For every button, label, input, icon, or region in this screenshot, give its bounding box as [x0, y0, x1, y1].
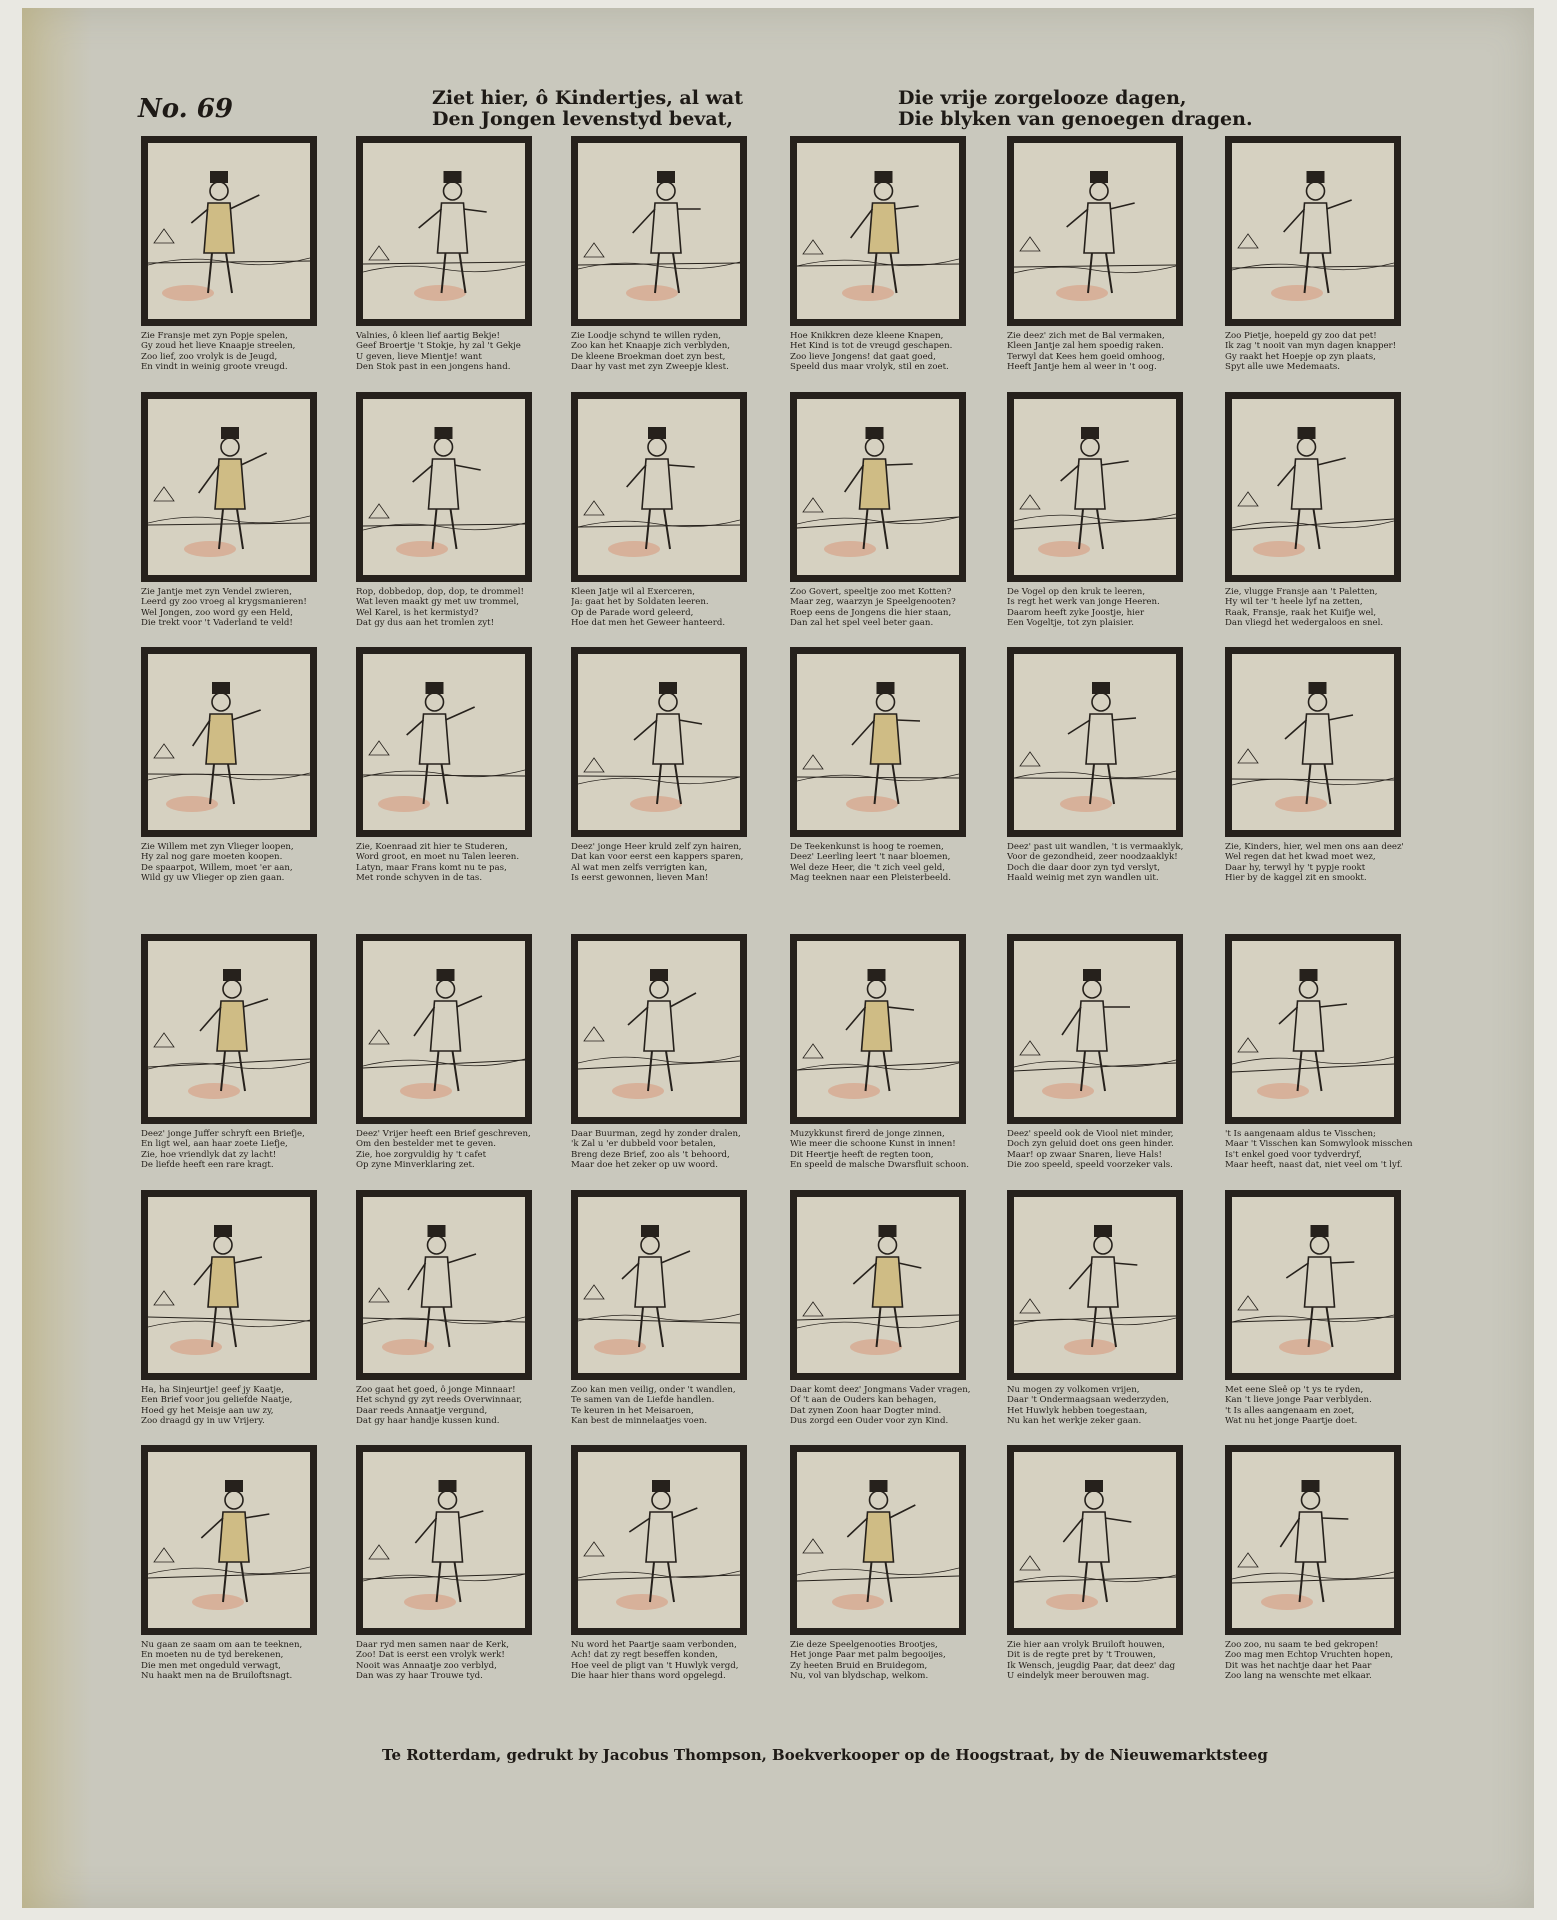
verse-line: Ik Wensch, jeugdig Paar, dat deez' dag: [1007, 1660, 1176, 1671]
verse-line: Nu word het Paartje saam verbonden,: [571, 1640, 737, 1650]
verse-line: Kleen Jatje wil al Exerceren,: [571, 587, 695, 597]
verse-line: Zie Jantje met zyn Vendel zwieren,: [141, 587, 292, 597]
print-image: [141, 647, 317, 837]
verse-line: Dan zal het spel veel beter gaan.: [790, 618, 934, 629]
print-image: [571, 647, 747, 837]
angler-icon: [1232, 941, 1394, 1117]
verse-line: Daar komt deez' Jongmans Vader vragen,: [790, 1385, 971, 1395]
bird-on-string-icon: [1014, 399, 1176, 575]
verse-line: Daar ryd men samen naar de Kerk,: [356, 1640, 509, 1650]
print-image: [356, 1190, 532, 1380]
verse-line: Nu mogen zy volkomen vrijen,: [1007, 1385, 1140, 1395]
verse-line: Zoo lang na wenschte met elkaar.: [1225, 1671, 1372, 1682]
wedding-guests-icon: [797, 1452, 959, 1628]
print-verse: [356, 587, 556, 629]
print-image: [1225, 136, 1401, 326]
verse-line: Muzykkunst firerd de jonge zinnen,: [790, 1129, 945, 1139]
pipe-smoker-icon: [1232, 654, 1394, 830]
verse-line: Spyt alle uwe Medemaats.: [1225, 362, 1341, 373]
print-image: [356, 647, 532, 837]
print-image: [1007, 934, 1183, 1124]
verse-line: Om den bestelder met te geven.: [356, 1139, 496, 1150]
verse-line: Nu, vol van blydschap, welkom.: [790, 1671, 929, 1682]
boy-by-buildings-icon: [797, 399, 959, 575]
verse-line: Of 't aan de Ouders kan behagen,: [790, 1395, 937, 1406]
marbles-players-icon: [797, 143, 959, 319]
verse-line: Deez' Leerling leert 't naar bloemen,: [790, 852, 951, 863]
verse-line: Dan vliegd het wedergaloos en snel.: [1225, 618, 1384, 629]
verse-line: De Vogel op den kruk te leeren,: [1007, 587, 1146, 597]
verse-line: De spaarpot, Willem, moet 'er aan,: [141, 862, 293, 873]
verse-line: Ach! dat zy regt beseffen konden,: [571, 1650, 718, 1661]
couple-with-fan-icon: [578, 1197, 740, 1373]
verse-line: Een Brief voor jou geliefde Naatje,: [141, 1395, 293, 1406]
woodcut-print: [1225, 934, 1415, 1171]
sheet-number: No. 69: [138, 94, 233, 124]
woodcut-print: [141, 1190, 331, 1427]
verse-line: Nu kan het werkje zeker gaan.: [1007, 1416, 1142, 1427]
verse-line: Hoe Knikkren deze kleene Knapen,: [790, 331, 944, 341]
woodcut-print: [1007, 1190, 1197, 1427]
woodcut-print: [1007, 647, 1197, 884]
two-gentlemen-icon: [578, 941, 740, 1117]
woodcut-print: [571, 647, 761, 884]
verse-line: Die trekt voor 't Vaderland te veld!: [141, 618, 293, 629]
verse-line: Kan 't lieve jonge Paar verblyden.: [1225, 1395, 1372, 1406]
woodcut-print: [356, 136, 546, 373]
drummer-icon: [363, 399, 525, 575]
woodcut-print: [790, 647, 980, 884]
verse-line: Den Stok past in een jongens hand.: [356, 362, 511, 373]
verse-line: Nooit was Annaatje zoo verblyd,: [356, 1660, 497, 1671]
verse-line: Dat gy haar handje kussen kund.: [356, 1416, 500, 1427]
print-verse: [1007, 1385, 1207, 1427]
print-verse: [1007, 1640, 1207, 1682]
kite-runner-icon: [148, 654, 310, 830]
print-verse: [790, 842, 990, 884]
verse-line: Zoo mag men Echtop Vruchten hopen,: [1225, 1650, 1394, 1661]
verse-line: Word groot, en moet nu Talen leeren.: [356, 852, 520, 863]
verse-line: Te samen van de Liefde handlen.: [571, 1395, 715, 1406]
drawing-student-icon: [797, 654, 959, 830]
print-verse: [356, 1640, 556, 1682]
print-image: [790, 1190, 966, 1380]
verse-line: Al wat men zelfs verrigten kan,: [571, 862, 708, 873]
verse-line: Ja: gaat het by Soldaten leeren.: [571, 597, 709, 608]
woodcut-print: [356, 1190, 546, 1427]
verse-line: Speeld dus maar vrolyk, stil en zoet.: [790, 362, 949, 373]
boy-with-whip-icon: [578, 143, 740, 319]
verse-line: Zoo lieve Jongens! dat gaat goed,: [790, 351, 936, 362]
woodcut-print: [141, 136, 331, 373]
verse-line: Voor de gezondheid, zeer noodzaaklyk!: [1007, 852, 1178, 863]
verse-line: Nu haakt men na de Bruiloftsnagt.: [141, 1671, 293, 1682]
verse-line: Ik zag 't nooit van myn dagen knapper!: [1225, 341, 1397, 352]
flag-bearer-icon: [148, 399, 310, 575]
print-image: [1007, 1445, 1183, 1635]
verse-line: Wie meer die schoone Kunst in innen!: [790, 1139, 956, 1150]
lady-writing-letter-icon: [148, 941, 310, 1117]
print-verse: [571, 1385, 771, 1427]
woodcut-print: [790, 392, 980, 629]
print-verse: [1007, 587, 1207, 629]
print-image: [790, 392, 966, 582]
verse-line: Dat gy dus aan het tromlen zyt!: [356, 618, 495, 629]
verse-line: De kleene Broekman doet zyn best,: [571, 351, 726, 362]
broadsheet: [22, 8, 1534, 1908]
print-verse: [571, 1129, 771, 1171]
couple-in-street-icon: [363, 1197, 525, 1373]
title-left-line: Ziet hier, ô Kindertjes, al wat: [432, 87, 744, 109]
verse-line: Dat kan voor eerst een kappers sparen,: [571, 852, 744, 863]
verse-line: Haald weinig met zyn wandlen uit.: [1007, 873, 1159, 884]
title-right-line: Die vrije zorgelooze dagen,: [898, 87, 1187, 109]
verse-line: Maar doe het zeker op uw woord.: [571, 1160, 719, 1171]
print-verse: [141, 1385, 341, 1427]
print-image: [141, 934, 317, 1124]
woodcut-print: [571, 1190, 761, 1427]
verse-line: Mag teeknen naar een Pleisterbeeld.: [790, 873, 952, 884]
verse-line: Kan best de minnelaatjes voen.: [571, 1416, 708, 1427]
verse-line: En ligt wel, aan haar zoete Liefje,: [141, 1139, 288, 1150]
woodcut-print: [571, 1445, 761, 1682]
print-image: [141, 136, 317, 326]
verse-line: Daar 't Ondermaagsaan wederzyden,: [1007, 1395, 1169, 1406]
woodcut-print: [356, 1445, 546, 1682]
print-image: [790, 136, 966, 326]
print-verse: [1225, 842, 1425, 884]
woodcut-print: [1225, 647, 1415, 884]
verse-line: Terwyl dat Kees hem goeid omhoog,: [1007, 351, 1165, 362]
woodcut-print: [571, 934, 761, 1171]
verse-line: Hy zal nog gare moeten koopen.: [141, 852, 283, 863]
verse-line: Is't enkel goed voor tydverdryf,: [1225, 1149, 1362, 1160]
verse-line: Dan was zy haar Trouwe tyd.: [356, 1671, 483, 1682]
print-image: [141, 1445, 317, 1635]
asking-parents-icon: [797, 1197, 959, 1373]
title-right: [898, 88, 1253, 130]
verse-line: 't Is aangenaam aldus te Visschen;: [1225, 1129, 1376, 1139]
verse-line: Daar Buurman, zegd hy zonder dralen,: [571, 1129, 741, 1139]
print-verse: [141, 587, 341, 629]
verse-line: Rop, dobbedop, dop, dop, te drommel!: [356, 587, 524, 597]
verse-line: Wat leven maakt gy met uw trommel,: [356, 597, 519, 608]
verse-line: Zie, hoe vriendlyk dat zy lacht!: [141, 1149, 277, 1160]
woodcut-print: [356, 392, 546, 629]
print-verse: [571, 331, 771, 373]
wedding-feast-icon: [1014, 1452, 1176, 1628]
verse-line: Zie, hoe zorgvuldig hy 't cafet: [356, 1149, 487, 1160]
verse-line: Daar reeds Annaatje vergund,: [356, 1405, 488, 1416]
verse-line: Hoed gy het Meisje aan uw zy,: [141, 1405, 274, 1416]
verse-line: Die haar hier thans word opgelegd.: [571, 1671, 726, 1682]
print-verse: [790, 331, 990, 373]
verse-line: Hy wil ter 't heele lyf na zetten,: [1225, 597, 1363, 608]
woodcut-print: [141, 1445, 331, 1682]
verse-line: Die zoo speeld, speeld voorzeker vals.: [1007, 1160, 1173, 1171]
verse-line: Het jonge Paar met palm begooijes,: [790, 1650, 946, 1661]
verse-line: Dat zynen Zoon haar Dogter mind.: [790, 1405, 942, 1416]
verse-line: Maar zeg, waarzyn je Speelgenooten?: [790, 597, 956, 608]
verse-line: En speeld de malsche Dwarsfluit schoon.: [790, 1160, 969, 1171]
print-image: [790, 647, 966, 837]
print-verse: [571, 587, 771, 629]
girl-with-doll-icon: [148, 143, 310, 319]
verse-line: Zie, Koenraad zit hier te Studeren,: [356, 842, 508, 852]
verse-line: Zoo Govert, speeltje zoo met Kotten?: [790, 587, 952, 597]
verse-line: Zie, Kinders, hier, wel men ons aan deez': [1225, 842, 1404, 852]
paddle-player-icon: [1232, 399, 1394, 575]
verse-line: Raak, Fransje, raak het Kuifje wel,: [1225, 607, 1377, 618]
print-image: [790, 1445, 966, 1635]
hoop-runner-icon: [1232, 143, 1394, 319]
verse-line: Wat nu het jonge Paartje doet.: [1225, 1416, 1358, 1427]
soldier-with-rifle-icon: [578, 399, 740, 575]
verse-line: Zoo kan men veilig, onder 't wandlen,: [571, 1385, 736, 1395]
verse-line: Maar! op zwaar Snaren, lieve Hals!: [1007, 1149, 1162, 1160]
verse-line: Zoo kan het Knaapje zich verblyden,: [571, 341, 731, 352]
suitor-sealing-letter-icon: [363, 941, 525, 1117]
walking-gentleman-icon: [1014, 654, 1176, 830]
verse-line: Te keuren in het Meisaroen,: [571, 1405, 694, 1416]
verse-line: Die men met ongeduld verwagt,: [141, 1660, 281, 1671]
verse-line: Hoe dat men het Geweer hanteerd.: [571, 618, 726, 629]
verse-line: Kleen Jantje zal hem spoedig raken.: [1007, 341, 1164, 352]
print-image: [1007, 1190, 1183, 1380]
verse-line: Maar heeft, naast dat, niet veel om 't lyf.: [1225, 1160, 1403, 1171]
couple-exchanging-letter-icon: [148, 1197, 310, 1373]
verse-line: Daarom heeft zyke Joostje, hier: [1007, 607, 1145, 618]
print-image: [1225, 1445, 1401, 1635]
student-at-desk-icon: [363, 654, 525, 830]
print-image: [356, 1445, 532, 1635]
verse-line: U eindelyk meer berouwen mag.: [1007, 1671, 1150, 1682]
verse-line: Dus zorgd een Ouder voor zyn Kind.: [790, 1416, 949, 1427]
verse-line: Wel Jongen, zoo word gy een Held,: [141, 607, 294, 618]
print-verse: [356, 1385, 556, 1427]
print-image: [571, 136, 747, 326]
verse-line: Daar hy vast met zyn Zweepje klest.: [571, 362, 729, 373]
verse-line: Een Vogeltje, tot zyn plaisier.: [1007, 618, 1134, 629]
woodcut-print: [1225, 1445, 1415, 1682]
woodcut-print: [1007, 1445, 1197, 1682]
verse-line: Zoo lief, zoo vrolyk is de Jeugd,: [141, 351, 278, 362]
woodcut-print: [141, 392, 331, 629]
print-image: [1225, 647, 1401, 837]
verse-line: Wel deze Heer, die 't zich veel geld,: [790, 862, 945, 873]
verse-line: Wild gy uw Vlieger op zien gaan.: [141, 873, 285, 884]
woodcut-print: [1007, 934, 1197, 1171]
print-image: [571, 934, 747, 1124]
print-verse: [1225, 1385, 1425, 1427]
verse-line: Zie deze Speelgenooties Brootjes,: [790, 1640, 938, 1650]
print-image: [356, 392, 532, 582]
print-verse: [1225, 587, 1425, 629]
print-verse: [1007, 842, 1207, 884]
print-verse: [790, 1385, 990, 1427]
verse-line: Roep eens de Jongens die hier staan,: [790, 607, 952, 618]
woodcut-print: [790, 1445, 980, 1682]
print-verse: [571, 842, 771, 884]
title-left-line: Den Jongen levenstyd bevat,: [432, 108, 734, 130]
print-verse: [141, 331, 341, 373]
verse-line: De liefde heeft een rare kragt.: [141, 1160, 274, 1171]
couple-seated-icon: [1014, 1197, 1176, 1373]
violinist-in-room-icon: [1014, 941, 1176, 1117]
verse-line: Heeft Jantje hem al weer in 't oog.: [1007, 362, 1157, 373]
couple-in-sleigh-icon: [1232, 1197, 1394, 1373]
verse-line: Leerd gy zoo vroeg al krygsmanieren!: [141, 597, 307, 608]
couple-arm-in-arm-icon: [148, 1452, 310, 1628]
print-verse: [1007, 1129, 1207, 1171]
girl-with-stick-icon: [363, 143, 525, 319]
verse-line: Ha, ha Sinjeurtje! geef jy Kaatje,: [141, 1385, 284, 1395]
woodcut-print: [141, 647, 331, 884]
verse-line: 'k Zal u 'er dubbeld voor betalen,: [571, 1139, 716, 1150]
print-verse: [141, 1129, 341, 1171]
print-verse: [790, 1640, 990, 1682]
verse-line: Zie deez' zich met de Bal vermaken,: [1007, 331, 1165, 341]
verse-line: Daar hy, terwyl hy 't pypje rookt: [1225, 862, 1366, 873]
verse-line: Op de Parade word geleerd,: [571, 607, 694, 618]
verse-line: Zie Willem met zyn Vlieger loopen,: [141, 842, 294, 852]
verse-line: Dit was het nachtje daar het Paar: [1225, 1660, 1372, 1671]
title-left: [432, 88, 743, 130]
verse-line: Gy raakt het Hoepje op zyn plaats,: [1225, 351, 1376, 362]
woodcut-print: [790, 1190, 980, 1427]
print-image: [1007, 647, 1183, 837]
verse-line: Is eerst gewonnen, lieven Man!: [571, 873, 709, 884]
wedding-vow-icon: [578, 1452, 740, 1628]
print-verse: [1007, 331, 1207, 373]
woodcut-print: [571, 392, 761, 629]
verse-line: Breng deze Brief, zoo als 't behoord,: [571, 1149, 730, 1160]
woodcut-print: [356, 934, 546, 1171]
verse-line: Hier by de kaggel zit en smookt.: [1225, 873, 1367, 884]
verse-line: Deez' speeld ook de Viool niet minder,: [1007, 1129, 1174, 1139]
print-image: [571, 1445, 747, 1635]
print-verse: [571, 1640, 771, 1682]
title-right-line: Die blyken van genoegen dragen.: [898, 108, 1253, 130]
couple-in-bed-icon: [1232, 1452, 1394, 1628]
verse-line: Latyn, maar Frans komt nu te pas,: [356, 862, 507, 873]
imprint-line: Te Rotterdam, gedrukt by Jacobus Thompson, Boekverkooper op de Hoogstraat, by de Nieuwemarktsteeg: [382, 1746, 1268, 1764]
woodcut-print: [1007, 136, 1197, 373]
woodcut-print: [1225, 136, 1415, 373]
verse-line: Zie Loodje schynd te willen ryden,: [571, 331, 721, 341]
verse-line: Met ronde schyven in de tas.: [356, 873, 483, 884]
verse-line: Is regt het werk van jonge Heeren.: [1007, 597, 1160, 608]
verse-line: Zy heeten Bruid en Bruidegom,: [790, 1660, 928, 1671]
verse-line: Zoo! Dat is eerst een vrolyk werk!: [356, 1650, 505, 1661]
woodcut-print: [141, 934, 331, 1171]
print-verse: [790, 1129, 990, 1171]
verse-line: Zoo gaat het goed, ô jonge Minnaar!: [356, 1385, 516, 1395]
verse-line: De Teekenkunst is hoog te roemen,: [790, 842, 944, 852]
print-image: [141, 392, 317, 582]
verse-line: U geven, lieve Mientje! want: [356, 351, 482, 362]
woodcut-print: [1225, 392, 1415, 629]
woodcut-print: [571, 136, 761, 373]
verse-line: Valnies, ô kleen lief aartig Bekje!: [356, 331, 500, 341]
verse-line: Nu gaan ze saam om aan te teeknen,: [141, 1640, 303, 1650]
print-image: [1007, 392, 1183, 582]
print-image: [1225, 392, 1401, 582]
woodcut-print: [1007, 392, 1197, 629]
verse-line: Zie Fransje met zyn Popje spelen,: [141, 331, 288, 341]
verse-line: Doch die daar door zyn tyd verslyt,: [1007, 862, 1160, 873]
verse-line: Deez' jonge Juffer schryft een Briefje,: [141, 1129, 305, 1139]
verse-line: Zoo draagd gy in uw Vrijery.: [141, 1416, 265, 1427]
print-verse: [790, 587, 990, 629]
coach-and-horse-icon: [363, 1452, 525, 1628]
print-image: [1007, 136, 1183, 326]
verse-line: Gy zoud het lieve Knaapje streelen,: [141, 341, 296, 352]
verse-line: Deez' past uit wandlen, 't is vermaaklyk,: [1007, 842, 1184, 852]
verse-line: Doch zyn geluid doet ons geen hinder.: [1007, 1139, 1174, 1150]
verse-line: Zie, vlugge Fransje aan 't Paletten,: [1225, 587, 1378, 597]
verse-line: Met eene Sleê op 't ys te ryden,: [1225, 1385, 1364, 1395]
print-verse: [1225, 1129, 1425, 1171]
print-verse: [356, 842, 556, 884]
verse-line: Dit Heertje heeft de regten toon,: [790, 1149, 934, 1160]
print-image: [571, 1190, 747, 1380]
verse-line: Zie hier aan vrolyk Bruiloft houwen,: [1007, 1640, 1165, 1650]
print-image: [1225, 934, 1401, 1124]
print-verse: [356, 1129, 556, 1171]
woodcut-print: [790, 934, 980, 1171]
print-image: [1225, 1190, 1401, 1380]
verse-line: Geef Broertje 't Stokje, hy zal 't Gekje: [356, 341, 521, 352]
violinist-with-music-icon: [797, 941, 959, 1117]
print-image: [790, 934, 966, 1124]
woodcut-print: [790, 136, 980, 373]
print-image: [141, 1190, 317, 1380]
print-image: [356, 136, 532, 326]
verse-line: Maar 't Visschen kan Somwylook misschen: [1225, 1139, 1413, 1150]
verse-line: Hoe veel de pligt van 't Huwlyk vergd,: [571, 1660, 739, 1671]
verse-line: Op zyne Minverklaring zet.: [356, 1160, 475, 1171]
man-in-gown-icon: [578, 654, 740, 830]
verse-line: 't Is alles aangenaam en zoet,: [1225, 1405, 1355, 1416]
verse-line: Wel Karel, is het kermistyd?: [356, 607, 479, 618]
verse-line: Het Huwlyk hebben toegestaan,: [1007, 1405, 1148, 1416]
print-verse: [1225, 1640, 1425, 1682]
verse-line: En vindt in weinig groote vreugd.: [141, 362, 288, 373]
print-image: [571, 392, 747, 582]
woodcut-print: [1225, 1190, 1415, 1427]
verse-line: Zoo Pietje, hoepeld gy zoo dat pet!: [1225, 331, 1377, 341]
verse-line: Het schynd gy zyt reeds Overwinnaar,: [356, 1395, 523, 1406]
print-verse: [141, 842, 341, 884]
verse-line: Wel regen dat het kwad moet wez,: [1225, 852, 1376, 863]
verse-line: Zoo zoo, nu saam te bed gekropen!: [1225, 1640, 1379, 1650]
verse-line: Deez' jonge Heer kruld zelf zyn hairen,: [571, 842, 742, 852]
print-verse: [356, 331, 556, 373]
print-verse: [141, 1640, 341, 1682]
verse-line: Dit is de regte pret by 't Trouwen,: [1007, 1650, 1156, 1661]
print-image: [356, 934, 532, 1124]
verse-line: Deez' Vrijer heeft een Brief geschreven,: [356, 1129, 531, 1139]
verse-line: Het Kind is tot de vreugd geschapen.: [790, 341, 953, 352]
verse-line: En moeten nu de tyd berekenen,: [141, 1650, 284, 1661]
woodcut-print: [356, 647, 546, 884]
ball-players-icon: [1014, 143, 1176, 319]
print-verse: [1225, 331, 1425, 373]
